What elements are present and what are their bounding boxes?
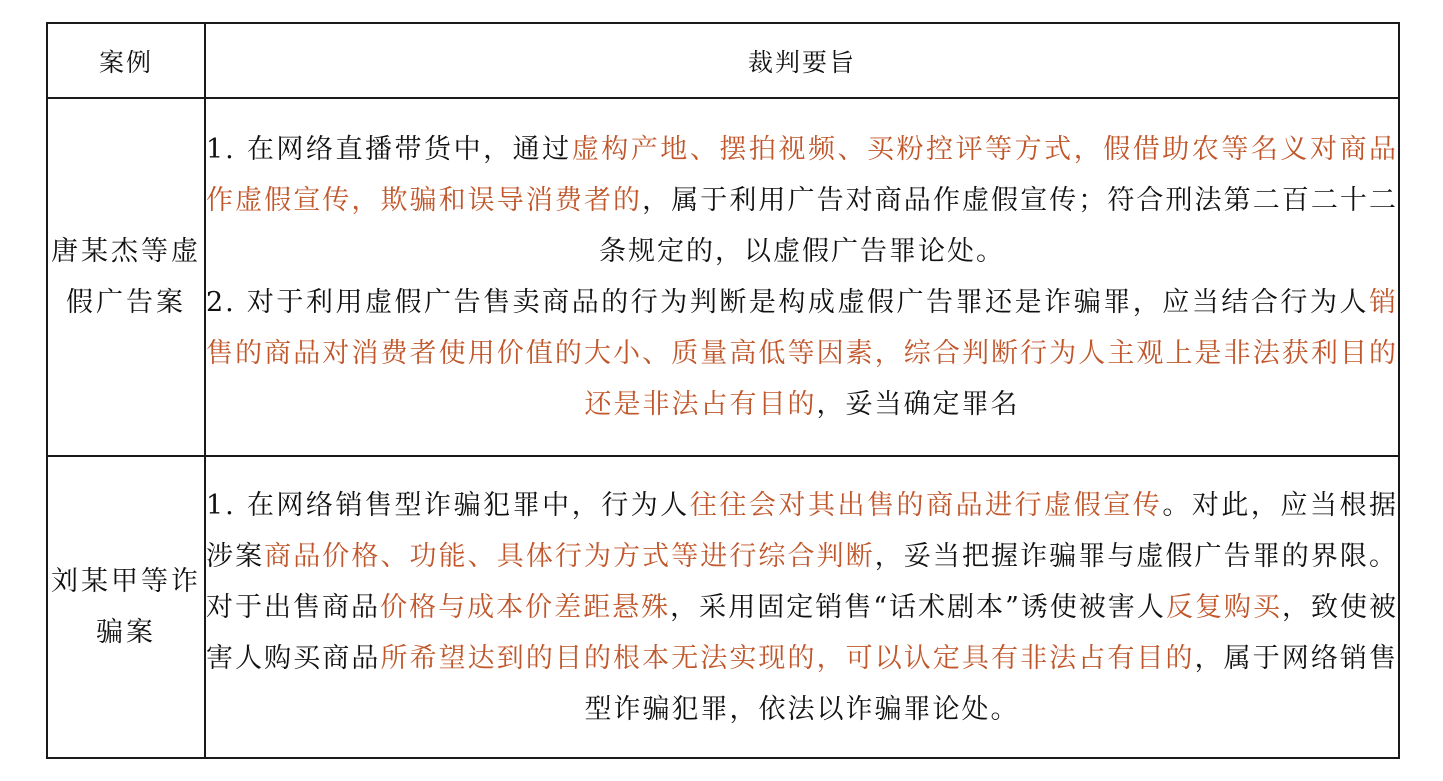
highlighted-text: 所希望达到的目的根本无法实现的，可以认定具有非法占有目的 [380, 642, 1195, 674]
judgment-table [46, 22, 1400, 759]
table-row [47, 456, 1399, 758]
text-segment: 2. 对于利用虚假广告售卖商品的行为判断是构成虚假广告罪还是诈骗罪，应当结合行为人 [206, 287, 1369, 318]
case-name-cell: 唐某杰等虚假广告案 [47, 98, 205, 456]
text-segment: ，妥当确定罪名 [816, 389, 1020, 420]
text-segment: 1. 在网络直播带货中，通过 [206, 134, 572, 165]
text-segment: ，属于利用广告对商品作虚假宣传；符合刑法第二百二十二条规定的，以虚假广告罪论处。 [599, 185, 1398, 267]
gist-paragraph [206, 124, 1398, 277]
gist-paragraph [206, 480, 1398, 735]
text-segment: ，属于网络销售型诈骗犯罪，依法以诈骗罪论处。 [584, 642, 1399, 725]
gist-cell [205, 456, 1399, 758]
case-name-cell: 刘某甲等诈骗案 [47, 456, 205, 758]
highlighted-text: 价格与成本价差距悬殊 [380, 591, 671, 623]
highlighted-text: 反复购买 [1165, 591, 1282, 623]
text-segment: ，妥当把握诈骗罪与虚假广告罪的界限。对于出售商品 [206, 540, 1399, 623]
gist-cell [205, 98, 1399, 456]
text-segment: ，采用固定销售“话术剧本”诱使被害人 [670, 591, 1166, 623]
header-case: 案例 [47, 23, 205, 98]
text-segment: ，致使被害人购买商品 [206, 591, 1399, 674]
header-gist: 裁判要旨 [205, 23, 1399, 98]
text-segment: 。对此，应当根据涉案 [206, 489, 1399, 572]
highlighted-text: 销售的商品对消费者使用价值的大小、质量高低等因素，综合判断行为人主观上是非法获利目的还是非法占有目的 [206, 287, 1398, 420]
highlighted-text: 往往会对其出售的商品进行虚假宣传 [689, 489, 1163, 521]
text-segment: 1. 在网络销售型诈骗犯罪中，行为人 [206, 489, 690, 521]
gist-paragraph [206, 277, 1398, 430]
header-row [47, 23, 1399, 98]
table-row [47, 98, 1399, 456]
highlighted-text: 虚构产地、摆拍视频、买粉控评等方式，假借助农等名义对商品作虚假宣传，欺骗和误导消费者的 [206, 134, 1399, 216]
highlighted-text: 商品价格、功能、具体行为方式等进行综合判断 [264, 540, 875, 572]
